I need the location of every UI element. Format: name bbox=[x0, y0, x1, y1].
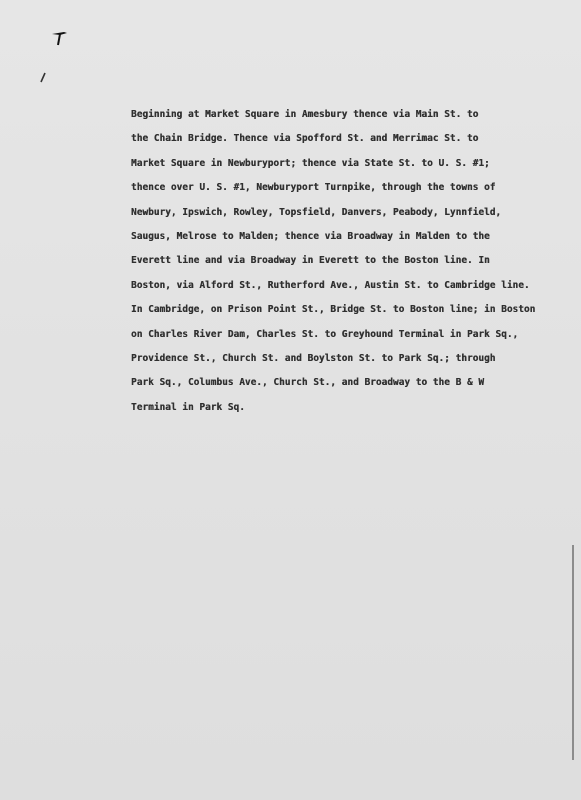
text-line: Terminal in Park Sq. bbox=[131, 401, 245, 413]
text-line: the Chain Bridge. Thence via Spofford St. and Merrimac St. to bbox=[131, 133, 479, 145]
text-line: thence over U. S. #1, Newburyport Turnpike, through the towns of bbox=[131, 182, 496, 194]
text-line: Everett line and via Broadway in Everett to the Boston line. In bbox=[131, 255, 490, 267]
text-line: Boston, via Alford St., Rutherford Ave., Austin St. to Cambridge line. bbox=[131, 279, 530, 291]
text-line: Market Square in Newburyport; thence via State St. to U. S. #1; bbox=[131, 157, 490, 169]
text-line: Park Sq., Columbus Ave., Church St., and Broadway to the B & W bbox=[131, 377, 485, 389]
pen-mark bbox=[38, 72, 48, 84]
text-line: Beginning at Market Square in Amesbury thence via Main St. to bbox=[131, 109, 479, 120]
text-line: Newbury, Ipswich, Rowley, Topsfield, Danvers, Peabody, Lynnfield, bbox=[131, 206, 502, 218]
text-line: on Charles River Dam, Charles St. to Greyhound Terminal in Park Sq., bbox=[131, 328, 519, 340]
page-edge-shadow bbox=[572, 545, 574, 760]
typed-route-description bbox=[131, 103, 551, 420]
handwritten-mark bbox=[50, 28, 72, 50]
text-line: In Cambridge, on Prison Point St., Bridge St. to Boston line; in Boston bbox=[131, 304, 536, 316]
text-line: Providence St., Church St. and Boylston St. to Park Sq.; through bbox=[131, 352, 496, 364]
text-line: Saugus, Melrose to Malden; thence via Broadway in Malden to the bbox=[131, 230, 490, 242]
